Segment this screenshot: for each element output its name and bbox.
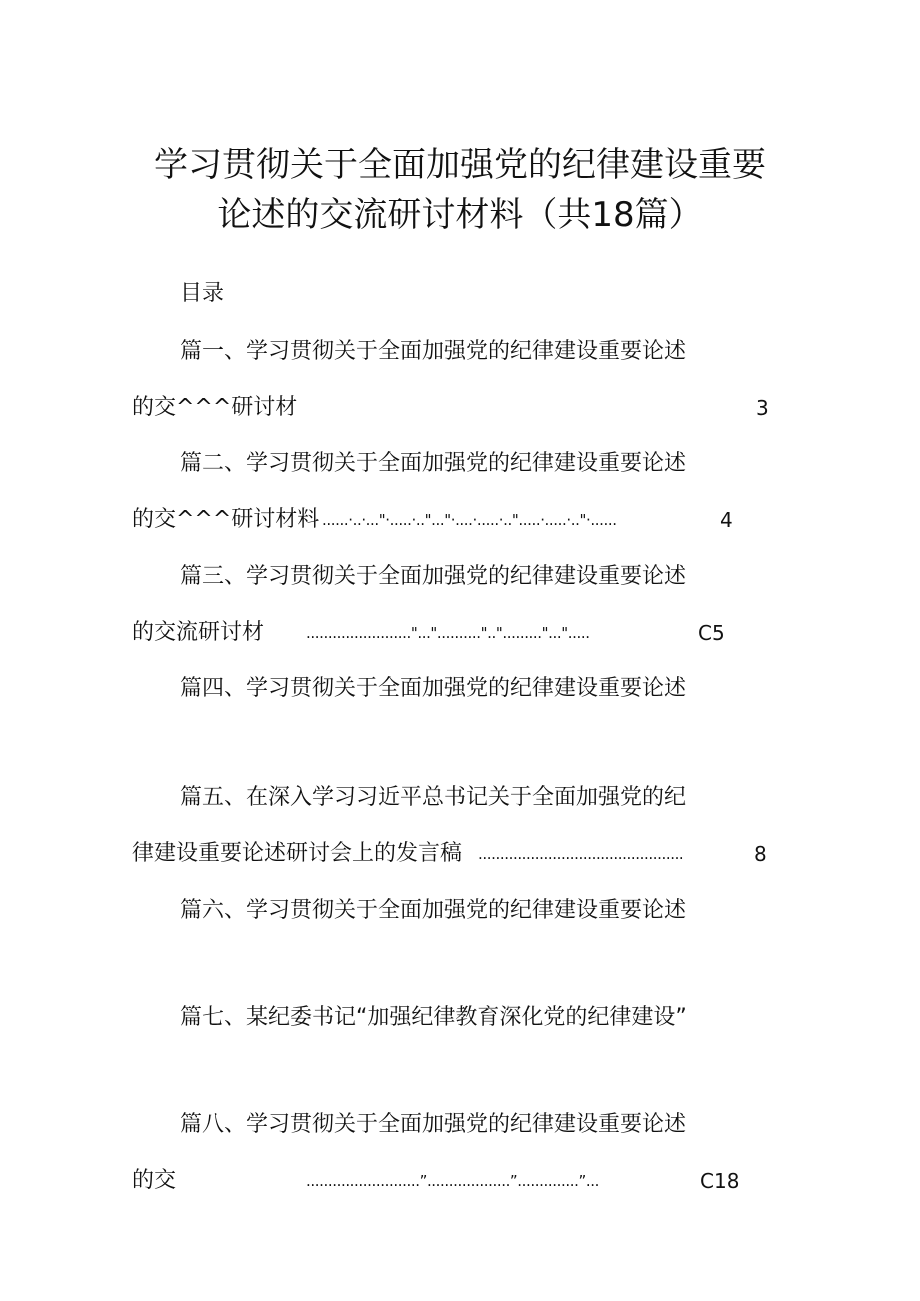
- toc-entry-8-line2[interactable]: 的交: [132, 1168, 177, 1193]
- toc-entry-2-leader: ......·..·..."·.....·.."..."·....·.....·..".....·.....·.."·......: [322, 511, 617, 529]
- toc-entry-5-page: 8: [754, 842, 767, 866]
- toc-entry-8-leader: ..........................”...................”..............”...: [306, 1172, 599, 1190]
- toc-entry-1-line1[interactable]: 篇一、学习贯彻关于全面加强党的纪律建设重要论述: [180, 339, 687, 364]
- title-line-1: 学习贯彻关于全面加强党的纪律建设重要: [154, 145, 766, 185]
- toc-entry-6-line1[interactable]: 篇六、学习贯彻关于全面加强党的纪律建设重要论述: [180, 898, 687, 923]
- toc-entry-5-leader: ...............................................: [478, 845, 684, 863]
- toc-entry-7-line1[interactable]: 篇七、某纪委书记“加强纪律教育深化党的纪律建设”: [180, 1005, 687, 1030]
- toc-entry-8-line1[interactable]: 篇八、学习贯彻关于全面加强党的纪律建设重要论述: [180, 1112, 687, 1137]
- toc-heading: 目录: [180, 281, 225, 306]
- toc-entry-2-line1[interactable]: 篇二、学习贯彻关于全面加强党的纪律建设重要论述: [180, 451, 687, 476]
- toc-entry-3-leader: ........................"..."..........".."........."...".....: [306, 624, 590, 642]
- toc-entry-1-line2[interactable]: 的交^^^研讨材: [132, 395, 298, 420]
- document-title: [0, 140, 920, 240]
- toc-entry-2-page: 4: [720, 508, 733, 532]
- toc-entry-3-page: C5: [698, 621, 725, 645]
- toc-entry-8-page: C18: [700, 1169, 740, 1193]
- toc-entry-5-line2[interactable]: 律建设重要论述研讨会上的发言稿: [132, 841, 463, 866]
- title-line-2: 论述的交流研讨材料（共18篇）: [217, 195, 703, 235]
- toc-entry-4-line1[interactable]: 篇四、学习贯彻关于全面加强党的纪律建设重要论述: [180, 676, 687, 701]
- toc-entry-3-line1[interactable]: 篇三、学习贯彻关于全面加强党的纪律建设重要论述: [180, 564, 687, 589]
- toc-entry-5-line1[interactable]: 篇五、在深入学习习近平总书记关于全面加强党的纪: [180, 785, 687, 810]
- toc-entry-2-line2[interactable]: 的交^^^研讨材料: [132, 507, 320, 532]
- toc-entry-1-page: 3: [756, 396, 769, 420]
- toc-entry-3-line2[interactable]: 的交流研讨材: [132, 620, 265, 645]
